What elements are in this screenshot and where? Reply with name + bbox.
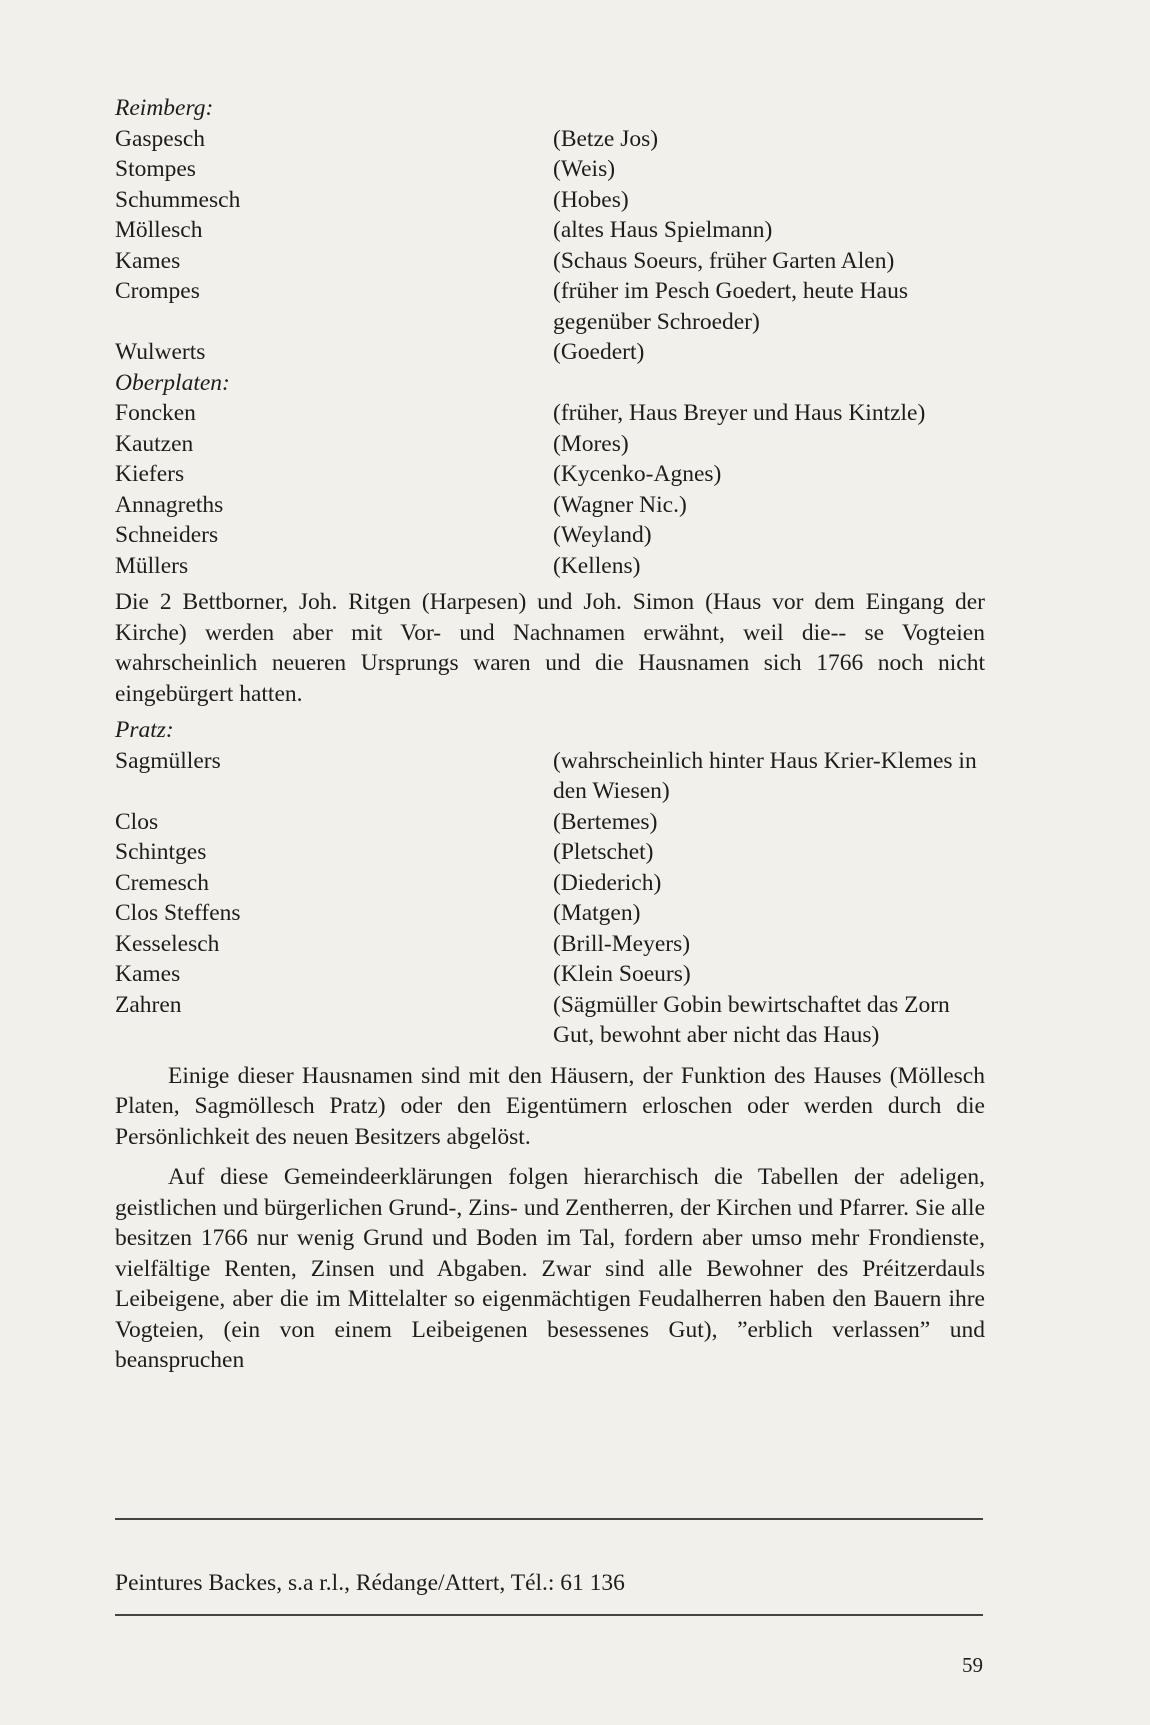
house-note: (Klein Soeurs) xyxy=(553,961,691,987)
house-note: (Schaus Soeurs, früher Garten Alen) xyxy=(553,247,895,274)
main-text xyxy=(115,93,985,1376)
paragraph-hausnamen: Einige dieser Hausnamen sind mit den Häusern, der Funktion des Hauses (Möllesch Platen, Sagmöllesch Pratz) oder den Eigentümern erloschen oder werden durch die Persönlichkeit des neuen Besitzers abgelöst. xyxy=(115,1062,985,1150)
house-name: Schintges xyxy=(115,839,207,865)
house-name: Kiefers xyxy=(115,461,185,487)
house-note: (Diederich) xyxy=(553,869,662,896)
house-name-list-oberplaten xyxy=(115,398,985,581)
footer-divider-bottom xyxy=(115,1614,983,1616)
house-note: (Weis) xyxy=(553,156,616,182)
house-note: (früher, Haus Breyer und Haus Kintzle) xyxy=(553,400,926,426)
house-name: Kames xyxy=(115,961,181,987)
house-note: (wahrscheinlich hinter Haus Krier-Klemes in den Wiesen) xyxy=(553,747,977,804)
house-name: Zahren xyxy=(115,991,182,1018)
house-name: Foncken xyxy=(115,400,196,426)
house-note: (Wagner Nic.) xyxy=(553,491,687,518)
section-heading-oberplaten: Oberplaten: xyxy=(115,369,230,396)
house-name: Clos Steffens xyxy=(115,900,241,926)
house-name: Wulwerts xyxy=(115,339,206,365)
house-note: (Mores) xyxy=(553,430,629,457)
house-note: (Brill-Meyers) xyxy=(553,930,691,957)
house-name: Sagmüllers xyxy=(115,747,221,774)
house-note: (Sägmüller Gobin bewirtschaftet das Zorn Gut, bewohnt aber nicht das Haus) xyxy=(553,991,950,1048)
paragraph-gemeindeerklaerungen: Auf diese Gemeindeerklärungen folgen hierarchisch die Tabellen der adeligen, geistlichen und bürgerlichen Grund-, Zins- und Zentherren, der Kirchen und Pfarrer. Sie alle besitzen 1766 nur wenig Grund und Boden im Tal, fordern aber umso mehr Frondienste, vielfältige Renten, Zinsen und Abgaben. Zwar sind alle Bewohner des Préitzerdauls Leibeigene, aber die im Mittelalter so eigenmächtigen Feudalherren haben den Bauern ihre Vogteien, (ein von einem Leibeigenen besessenes Gut), ”erblich verlassen” und beanspruchen xyxy=(115,1164,985,1373)
house-note: (Kellens) xyxy=(553,552,641,579)
house-note: (Pletschet) xyxy=(553,839,654,865)
house-note: (Betze Jos) xyxy=(553,125,659,152)
house-note: (Matgen) xyxy=(553,900,641,926)
house-note: (früher im Pesch Goedert, heute Haus gegenüber Schroeder) xyxy=(553,278,908,335)
footer-advertisement: Peintures Backes, s.a r.l., Rédange/Attert, Tél.: 61 136 xyxy=(115,1570,625,1596)
house-note: (Hobes) xyxy=(553,186,629,213)
house-name: Kesselesch xyxy=(115,930,220,957)
house-name: Clos xyxy=(115,808,159,835)
house-name-list-reimberg xyxy=(115,124,985,368)
house-name: Cremesch xyxy=(115,869,209,896)
house-name: Müllers xyxy=(115,552,189,579)
house-name: Gaspesch xyxy=(115,125,206,152)
house-name: Möllesch xyxy=(115,217,203,243)
house-note: (Kycenko-Agnes) xyxy=(553,461,722,487)
house-note: (Goedert) xyxy=(553,339,645,365)
house-name: Crompes xyxy=(115,278,200,304)
paragraph-bettborner: Die 2 Bettborner, Joh. Ritgen (Harpesen) und Joh. Simon (Haus vor dem Eingang der Kirche) werden aber mit Vor- und Nachnamen erwähnt, weil die-- se Vogteien wahrscheinlich neueren Ursprungs waren und die Hausnamen sich 1766 noch nicht eingebürgert hatten. xyxy=(115,589,985,707)
section-heading-reimberg: Reimberg: xyxy=(115,95,214,121)
section-heading-pratz: Pratz: xyxy=(115,717,174,743)
house-name: Kames xyxy=(115,247,181,274)
house-name: Stompes xyxy=(115,156,196,182)
house-note: (Weyland) xyxy=(553,522,652,548)
house-name: Annagreths xyxy=(115,491,224,518)
house-name: Kautzen xyxy=(115,430,194,457)
footer-divider-top xyxy=(115,1518,983,1520)
house-name: Schummesch xyxy=(115,186,241,213)
page-number: 59 xyxy=(962,1653,983,1677)
house-name-list-pratz xyxy=(115,746,985,1051)
house-name: Schneiders xyxy=(115,522,219,548)
house-note: (Bertemes) xyxy=(553,808,658,835)
house-note: (altes Haus Spielmann) xyxy=(553,217,773,243)
